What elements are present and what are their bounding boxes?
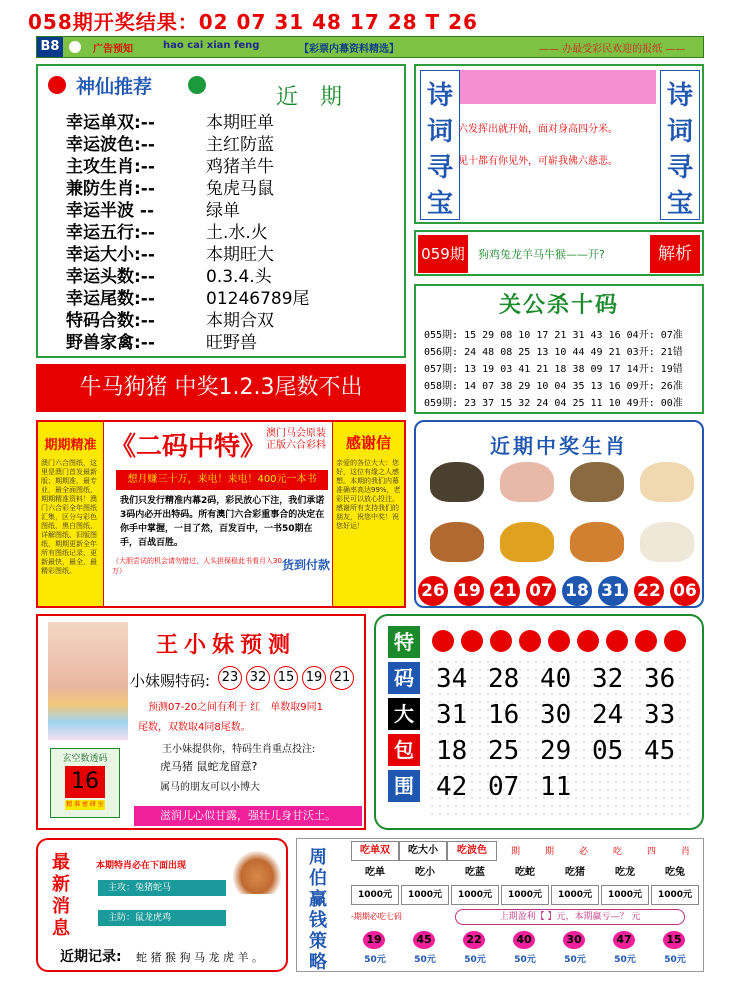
red-dot-icon xyxy=(635,630,657,652)
erma-footer: （大胆尝试的机会请勿错过，人头担保稳此书看月入30万） xyxy=(112,557,282,575)
poem-char: 宝 xyxy=(666,189,693,219)
strip-pinyin: hao cai xian feng xyxy=(163,40,260,51)
poem-char: 词 xyxy=(666,117,693,147)
guangong-row: 055期: 15 29 08 10 17 21 31 43 16 04开: 07准 xyxy=(424,330,683,341)
poem-right-col xyxy=(660,70,700,220)
wxm-title: 王小妹预测 xyxy=(156,633,297,658)
red-dot-icon xyxy=(519,630,541,652)
xuankong-label: 玄空数透码 xyxy=(62,754,108,764)
shenxian-row xyxy=(66,328,257,353)
zodiac-box xyxy=(414,420,704,608)
sheep-icon xyxy=(640,522,694,562)
tema-number: 32 xyxy=(592,664,624,694)
poem-line2: 见十都有你见外，可崭我佛六慈悲。 xyxy=(458,156,618,167)
zhoubo-char: 赢 xyxy=(309,889,327,910)
zodiac-number: 07 xyxy=(526,576,556,606)
zodiac-number: 21 xyxy=(490,576,520,606)
zhoubo-number: 22 xyxy=(463,931,485,949)
zuixin-char: 息 xyxy=(52,918,70,939)
erma-right-text: 亲爱的各位大大：您好，这位有缘之人感想。本期的我们内幕准确率高达99%，老彩民可以放心投注。感谢所有支持我们的朋友，祝您中奖！祝您好运！ xyxy=(336,459,401,530)
erma-left-title: 期期精准 xyxy=(44,438,97,453)
zodiac-number: 26 xyxy=(418,576,448,606)
wxm-box xyxy=(36,614,366,830)
wxm-line5: 属马的朋友可以小博大 xyxy=(160,782,260,793)
poem-char: 词 xyxy=(426,117,453,147)
zhoubo-number: 19 xyxy=(363,931,385,949)
erma-body: 我们只发行精准内幕2码，彩民放心下注，我们承诺3码内必开出特码。所有澳门六合彩重事合的决定在你手中掌握，一目了然，百发百中，一书50期在手，百战百胜。 xyxy=(120,496,325,548)
tema-label: 包 xyxy=(388,734,420,766)
tema-grid xyxy=(428,658,694,818)
tema-number: 24 xyxy=(592,700,624,730)
zhoubo-money: 1000元 xyxy=(501,885,549,905)
poem-char: 诗 xyxy=(666,81,693,111)
shenxian-key: 野兽家禽:-- xyxy=(66,333,155,353)
zhoubo-head: 必 xyxy=(579,847,589,857)
zhoubo-money2: 50元 xyxy=(564,955,586,965)
poem-jiexi: 解析 xyxy=(650,235,700,273)
shenxian-subtitle: 近 期 xyxy=(276,85,343,110)
zhoubo-char: 周 xyxy=(309,847,327,868)
red-dot-icon xyxy=(577,630,599,652)
erma-footer2: 货到付款 xyxy=(282,558,331,572)
zodiac-number: 22 xyxy=(634,576,664,606)
tema-number: 45 xyxy=(644,736,676,766)
zhoubo-pick: 吃蛇 xyxy=(515,867,535,878)
zuixin-recent-label: 近期记录: xyxy=(60,949,122,965)
shenxian-value: 兔虎马鼠 xyxy=(206,179,274,199)
zuixin-char: 消 xyxy=(52,896,70,917)
zodiac-title: 近期中奖生肖 xyxy=(490,434,628,458)
zhoubo-seven: -期期必吃七码 xyxy=(351,912,402,921)
zhoubo-char: 钱 xyxy=(309,910,327,931)
tema-label: 码 xyxy=(388,662,420,694)
zhoubo-number: 15 xyxy=(663,931,685,949)
tema-number: 18 xyxy=(436,736,468,766)
zhoubo-money2: 50元 xyxy=(364,955,386,965)
tema-number: 07 xyxy=(488,772,520,802)
shenxian-value: 01246789尾 xyxy=(206,289,310,309)
wxm-number: 19 xyxy=(302,666,326,690)
tema-number: 16 xyxy=(488,700,520,730)
strip-tag: 【彩票内幕资料精选】 xyxy=(299,44,399,55)
zhoubo-pick: 吃蓝 xyxy=(465,867,485,878)
zhoubo-head: 肖 xyxy=(681,847,691,857)
tema-label: 特 xyxy=(388,626,420,658)
zodiac-number: 06 xyxy=(670,576,700,606)
zhoubo-profit: 上期盈利【 】元，本期赢亏—？ 元 xyxy=(455,909,685,925)
zhoubo-money: 1000元 xyxy=(601,885,649,905)
wxm-number: 32 xyxy=(246,666,270,690)
poem-issue: 059期 xyxy=(418,235,468,273)
zhoubo-head: 期 xyxy=(511,847,521,857)
shenxian-key: 特码合数:-- xyxy=(66,311,155,331)
poem-char: 寻 xyxy=(666,153,693,183)
xuankong-box xyxy=(50,748,120,818)
shenxian-value: 主红防蓝 xyxy=(206,135,274,155)
tema-number: 05 xyxy=(592,736,624,766)
zhoubo-money: 1000元 xyxy=(651,885,699,905)
dog-icon xyxy=(640,462,694,502)
poem-hint: 狗鸡兔龙羊马牛猴——开? xyxy=(478,248,605,261)
tema-number: 31 xyxy=(436,700,468,730)
poem-char: 宝 xyxy=(426,189,453,219)
shenxian-key: 幸运波色:-- xyxy=(66,135,155,155)
header-title: 058期开奖结果：02 07 31 48 17 28 T 26 xyxy=(28,10,478,34)
tema-number: 33 xyxy=(644,700,676,730)
guangong-row: 056期: 24 48 08 25 13 10 44 49 21 03开: 21错 xyxy=(424,347,683,358)
red-dot-icon xyxy=(548,630,570,652)
shenxian-key: 幸运五行:-- xyxy=(66,223,155,243)
strip-label: 广告预知 xyxy=(93,44,133,55)
tema-number: 25 xyxy=(488,736,520,766)
snake-icon xyxy=(430,462,484,502)
shenxian-key: 幸运尾数:-- xyxy=(66,289,155,309)
tema-number: 34 xyxy=(436,664,468,694)
shenxian-banner: 牛马狗猪 中奖1.2.3尾数不出 xyxy=(36,364,406,412)
red-dot-icon xyxy=(490,630,512,652)
tema-number: 11 xyxy=(540,772,572,802)
zodiac-number: 19 xyxy=(454,576,484,606)
zhoubo-number: 45 xyxy=(413,931,435,949)
zhoubo-head: 吃 xyxy=(613,847,623,857)
wxm-number: 21 xyxy=(330,666,354,690)
zhoubo-money2: 50元 xyxy=(664,955,686,965)
red-dot-icon xyxy=(48,76,66,94)
shenxian-value: 本期旺单 xyxy=(206,113,274,133)
red-dot-icon xyxy=(606,630,628,652)
shenxian-value: 旺野兽 xyxy=(206,333,257,353)
tema-number: 42 xyxy=(436,772,468,802)
zhoubo-head: 吃单双 xyxy=(351,841,399,861)
shenxian-box xyxy=(36,64,406,358)
shenxian-key: 兼防生肖:-- xyxy=(66,179,155,199)
xuankong-number: 16 xyxy=(65,766,105,798)
horse-icon xyxy=(430,522,484,562)
zhoubo-money: 1000元 xyxy=(451,885,499,905)
monkey-icon xyxy=(570,462,624,502)
erma-box xyxy=(36,420,406,608)
tema-number: 30 xyxy=(540,700,572,730)
zhoubo-head: 吃大小 xyxy=(399,841,447,861)
erma-side-title: 澳门马会原装正版六合彩料 xyxy=(266,428,326,451)
erma-left-text: 澳门六合图纸，这里是澳门首发最新版；期期准，最专业，最全面图纸，期期精准资料！澳门六合彩全年图纸汇集，区分与彩色图纸、黑白图纸、详解图纸、旧版图纸，期期更新全年所有图纸记录，更新最快，最全，最精彩图纸。 xyxy=(41,459,97,575)
zhoubo-box xyxy=(296,838,704,972)
shenxian-value: 本期旺大 xyxy=(206,245,274,265)
erma-promo: 想月赚三十万，来电！来电！400元一本书 xyxy=(116,470,328,490)
erma-left xyxy=(38,422,104,606)
section-badge: B8 xyxy=(37,37,63,57)
zhoubo-money: 1000元 xyxy=(351,885,399,905)
strip-right: —— 办最受彩民欢迎的报纸 —— xyxy=(539,44,686,55)
guangong-title: 关公杀十码 xyxy=(498,293,619,318)
erma-right xyxy=(332,422,404,606)
red-dot-icon xyxy=(432,630,454,652)
pig-icon xyxy=(500,462,554,502)
zhoubo-pick: 吃小 xyxy=(415,867,435,878)
tema-number: 36 xyxy=(644,664,676,694)
tema-number: 28 xyxy=(488,664,520,694)
zhoubo-head: 吃波色 xyxy=(447,841,497,861)
zhoubo-head: 四 xyxy=(647,847,657,857)
wxm-line1: 预测07-20之间有利于 红 单数取9同1 xyxy=(148,702,323,713)
red-dot-icon xyxy=(461,630,483,652)
zhoubo-pick: 吃猪 xyxy=(565,867,585,878)
zodiac-number: 18 xyxy=(562,576,592,606)
zhoubo-number: 40 xyxy=(513,931,535,949)
zhoubo-char: 策 xyxy=(309,931,327,952)
top-strip xyxy=(36,36,704,58)
zuixin-char: 新 xyxy=(52,874,70,895)
poem-char: 诗 xyxy=(426,81,453,111)
shenxian-title: 神仙推荐 xyxy=(76,76,153,98)
zhoubo-money2: 50元 xyxy=(614,955,636,965)
tiger-icon xyxy=(570,522,624,562)
wxm-number: 15 xyxy=(274,666,298,690)
wxm-line4: 虎马猪 鼠蛇龙留意? xyxy=(160,760,258,773)
shenxian-key: 幸运单双:-- xyxy=(66,113,155,133)
poem-line1: 六发挥出就开始，面对身高四分米。 xyxy=(458,124,618,135)
guangong-row: 057期: 13 19 03 41 21 18 38 09 17 14开: 19错 xyxy=(424,364,683,375)
guangong-row: 059期: 23 37 15 32 24 04 25 11 10 49开: 00准 xyxy=(424,398,683,409)
zhoubo-number: 47 xyxy=(613,931,635,949)
xuankong-foot: 精 准 密 研 室 xyxy=(66,801,104,808)
zhoubo-money: 1000元 xyxy=(401,885,449,905)
zuixin-zhufang: 主防：鼠龙虎鸡 xyxy=(98,910,226,926)
poem-char: 寻 xyxy=(426,153,453,183)
tema-label: 大 xyxy=(388,698,420,730)
zhoubo-char: 略 xyxy=(309,952,327,973)
erma-title: 《二码中特》 xyxy=(110,432,267,462)
zuixin-recent: 蛇 猪 猴 狗 马 龙 虎 羊 。 xyxy=(136,951,263,964)
hamster-icon xyxy=(232,850,282,894)
shenxian-value: 0.3.4.头 xyxy=(206,267,272,287)
zhoubo-money2: 50元 xyxy=(464,955,486,965)
tema-number: 29 xyxy=(540,736,572,766)
guangong-box xyxy=(414,284,704,414)
tema-number: 40 xyxy=(540,664,572,694)
dragon-icon xyxy=(500,522,554,562)
poem-box xyxy=(414,64,704,224)
zuixin-box xyxy=(36,838,288,972)
shenxian-key: 幸运大小:-- xyxy=(66,245,155,265)
tema-label: 围 xyxy=(388,770,420,802)
girl-photo-icon xyxy=(48,622,128,740)
erma-right-title: 感谢信 xyxy=(345,434,391,452)
zhoubo-money2: 50元 xyxy=(414,955,436,965)
dot-icon xyxy=(69,41,81,53)
zhoubo-number: 30 xyxy=(563,931,585,949)
zuixin-zhugong: 主攻：兔猪蛇马 xyxy=(98,880,226,896)
zuixin-top: 本期特肖必在下面出现 xyxy=(96,861,187,871)
shenxian-value: 鸡猪羊牛 xyxy=(206,157,274,177)
shenxian-value: 绿单 xyxy=(206,201,240,221)
poem-left-col xyxy=(420,70,460,220)
shenxian-key: 幸运半波 -- xyxy=(66,201,155,221)
wxm-line2: 尾数，双数取4同8尾数。 xyxy=(138,722,251,733)
red-dot-icon xyxy=(664,630,686,652)
wxm-slogan: 滋润儿心似甘露，强壮儿身甘沃土。 xyxy=(134,806,362,826)
poem-pink-box xyxy=(460,70,656,104)
zhoubo-money2: 50元 xyxy=(514,955,536,965)
wxm-label: 小妹赐特码: xyxy=(130,672,211,690)
shenxian-key: 幸运头数:-- xyxy=(66,267,155,287)
zhoubo-char: 伯 xyxy=(309,868,327,889)
zuixin-char: 最 xyxy=(52,852,70,873)
green-dot-icon xyxy=(188,76,206,94)
wxm-number: 23 xyxy=(218,666,242,690)
zhoubo-pick: 吃兔 xyxy=(665,867,685,878)
wxm-line3: 王小妹提供你，特码生肖重点投注: xyxy=(162,744,316,755)
shenxian-value: 本期合双 xyxy=(206,311,274,331)
zhoubo-pick: 吃龙 xyxy=(615,867,635,878)
shenxian-key: 主攻生肖:-- xyxy=(66,157,155,177)
zodiac-number: 31 xyxy=(598,576,628,606)
shenxian-value: 土.水.火 xyxy=(206,223,268,243)
temadabao-box xyxy=(374,614,704,830)
guangong-row: 058期: 14 07 38 29 10 04 35 13 16 09开: 26准 xyxy=(424,381,683,392)
zhoubo-head: 期 xyxy=(545,847,555,857)
poem-bottom xyxy=(414,230,704,276)
zhoubo-pick: 吃单 xyxy=(365,867,385,878)
zhoubo-money: 1000元 xyxy=(551,885,599,905)
